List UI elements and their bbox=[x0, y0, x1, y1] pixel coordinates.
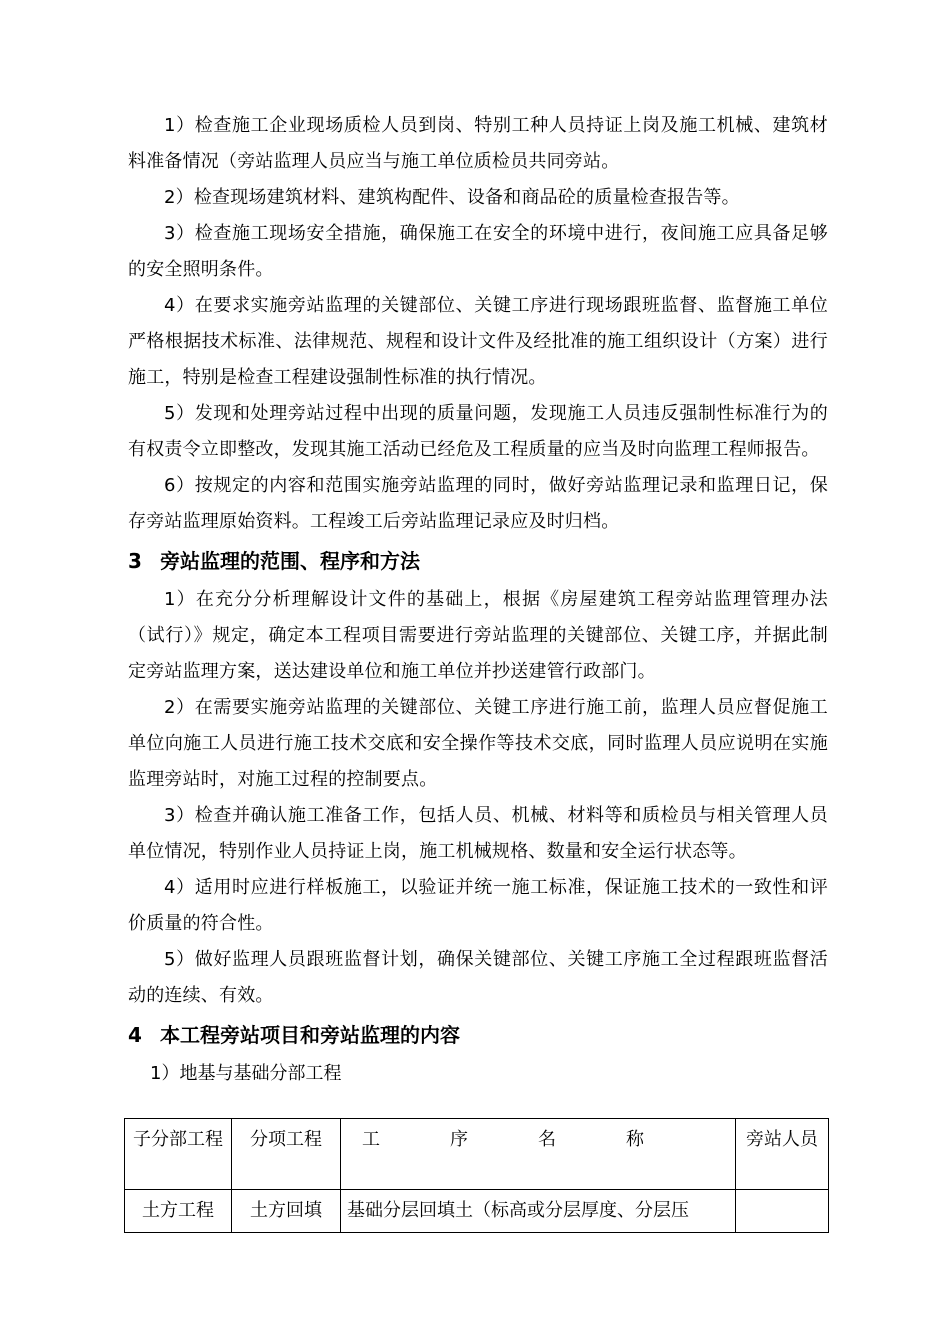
header-sub-division: 子分部工程 bbox=[125, 1119, 232, 1190]
cell-bystander-staff bbox=[736, 1190, 829, 1233]
cell-item-project: 土方回填 bbox=[232, 1190, 341, 1233]
table-row bbox=[125, 1190, 829, 1233]
section-3-title: 旁站监理的范围、程序和方法 bbox=[160, 549, 420, 573]
document-body bbox=[128, 108, 828, 1092]
paragraph-supervise-key-positions: 4）在要求实施旁站监理的关键部位、关键工序进行现场跟班监督、监督施工单位严格根据技术标准、法律规范、规程和设计文件及经批准的施工组织设计（方案）进行施工，特别是检查工程建设强制性标准的执行情况。 bbox=[128, 295, 828, 388]
paragraph-records: 6）按规定的内容和范围实施旁站监理的同时，做好旁站监理记录和监理日记，保存旁站监理原始资料。工程竣工后旁站监理记录应及时归档。 bbox=[128, 475, 828, 532]
section-4-title: 本工程旁站项目和旁站监理的内容 bbox=[160, 1023, 460, 1047]
header-bystander-staff: 旁站人员 bbox=[736, 1119, 829, 1190]
section-4-heading bbox=[128, 1014, 828, 1056]
header-process-name: 工序名称 bbox=[341, 1119, 736, 1190]
section-3-paragraph-2: 2）在需要实施旁站监理的关键部位、关键工序进行施工前，监理人员应督促施工单位向施工人员进行施工技术交底和安全操作等技术交底，同时监理人员应说明在实施监理旁站时，对施工过程的控制要点。 bbox=[128, 697, 828, 790]
paragraph-handle-problems: 5）发现和处理旁站过程中出现的质量问题，发现施工人员违反强制性标准行为的有权责令立即整改，发现其施工活动已经危及工程质量的应当及时向监理工程师报告。 bbox=[128, 403, 828, 460]
section-3-paragraph-3: 3）检查并确认施工准备工作，包括人员、机械、材料等和质检员与相关管理人员单位情况，特别作业人员持证上岗，施工机械规格、数量和安全运行状态等。 bbox=[128, 805, 828, 862]
cell-process-name: 基础分层回填土（标高或分层厚度、分层压 bbox=[341, 1190, 736, 1233]
section-3-heading bbox=[128, 540, 828, 582]
header-item-project: 分项工程 bbox=[232, 1119, 341, 1190]
paragraph-check-personnel: 1）检查施工企业现场质检人员到岗、特别工种人员持证上岗及施工机械、建筑材料准备情况（旁站监理人员应当与施工单位质检员共同旁站。 bbox=[128, 115, 828, 172]
section-3-paragraph-5: 5）做好监理人员跟班监督计划，确保关键部位、关键工序施工全过程跟班监督活动的连续、有效。 bbox=[128, 949, 828, 1006]
section-4-subtitle: 1）地基与基础分部工程 bbox=[150, 1063, 342, 1084]
section-3-paragraph-1: 1）在充分分析理解设计文件的基础上，根据《房屋建筑工程旁站监理管理办法（试行）》规定，确定本工程项目需要进行旁站监理的关键部位、关键工序，并据此制定旁站监理方案，送达建设单位和施工单位并抄送建管行政部门。 bbox=[128, 589, 828, 682]
paragraph-check-materials: 2）检查现场建筑材料、建筑构配件、设备和商品砼的质量检查报告等。 bbox=[164, 187, 740, 208]
paragraph-check-safety: 3）检查施工现场安全措施，确保施工在安全的环境中进行，夜间施工应具备足够的安全照明条件。 bbox=[128, 223, 828, 280]
section-3-number: 3 bbox=[128, 549, 142, 573]
section-4-number: 4 bbox=[128, 1023, 142, 1047]
bystander-items-table bbox=[124, 1118, 829, 1233]
section-3-paragraph-4: 4）适用时应进行样板施工，以验证并统一施工标准，保证施工技术的一致性和评价质量的符合性。 bbox=[128, 877, 828, 934]
table-header-row bbox=[125, 1119, 829, 1190]
cell-sub-division: 土方工程 bbox=[125, 1190, 232, 1233]
